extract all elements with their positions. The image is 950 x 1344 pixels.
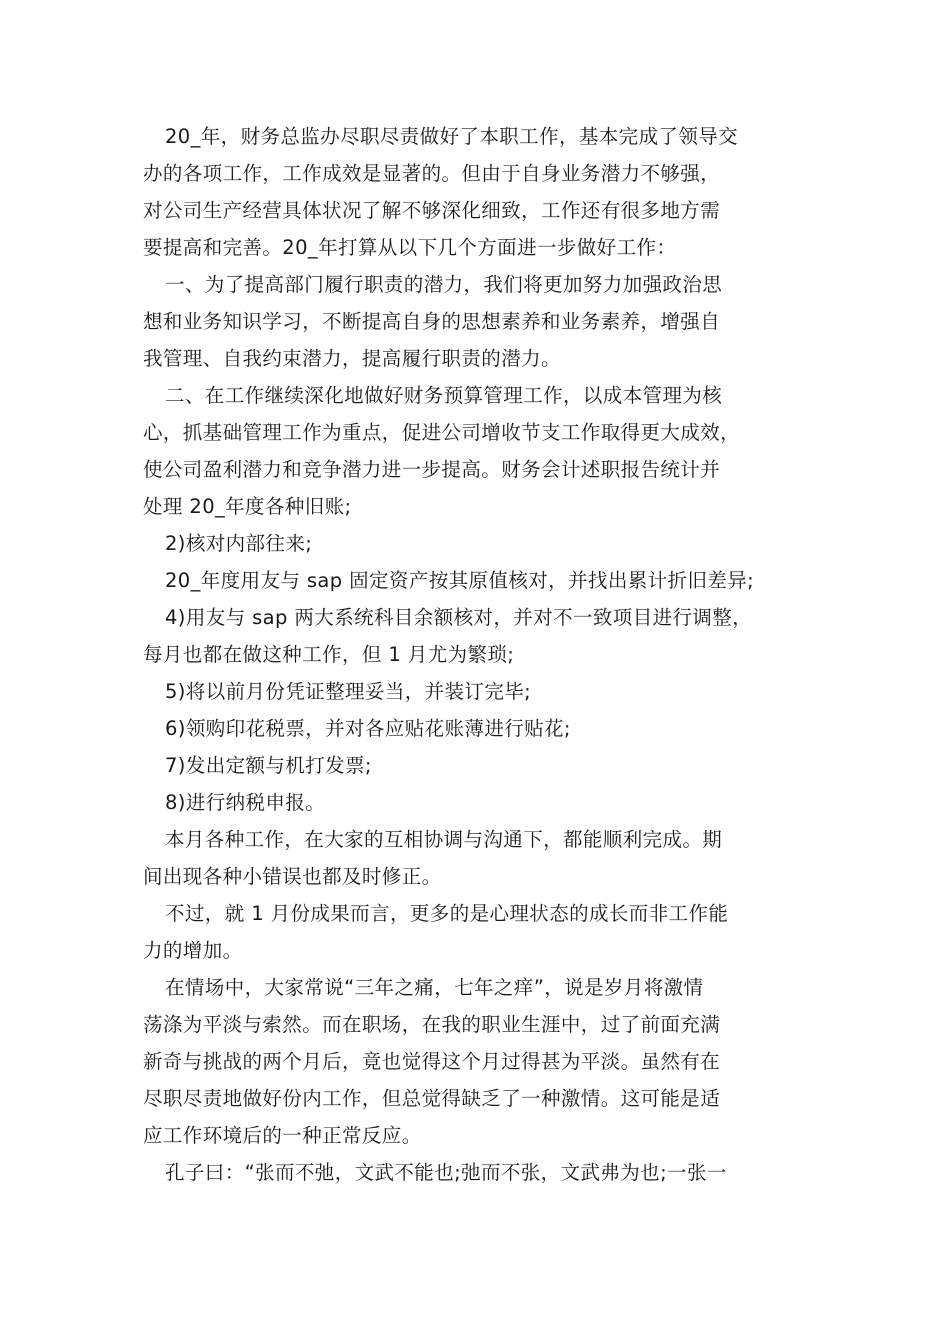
- text-line: 间出现各种小错误也都及时修正。: [143, 865, 442, 888]
- text-line: 不过，就 1 月份成果而言，更多的是心理状态的成长而非工作能: [165, 902, 729, 925]
- text-line: 对公司生产经营具体状况了解不够深化细致，工作还有很多地方需: [143, 199, 721, 222]
- text-line: 6)领购印花税票，并对各应贴花账薄进行贴花;: [165, 717, 571, 740]
- text-line: 想和业务知识学习，不断提高自身的思想素养和业务素养，增强自: [143, 310, 721, 333]
- text-line: 心，抓基础管理工作为重点，促进公司增收节支工作取得更大成效，: [143, 421, 741, 444]
- text-line: 应工作环境后的一种正常反应。: [143, 1124, 422, 1147]
- document-body: [143, 118, 813, 1191]
- text-line: 我管理、自我约束潜力，提高履行职责的潜力。: [143, 347, 561, 370]
- text-line: 本月各种工作，在大家的互相协调与沟通下，都能顺利完成。期: [165, 828, 723, 851]
- text-line: 荡涤为平淡与索然。而在职场，在我的职业生涯中，过了前面充满: [143, 1013, 721, 1036]
- text-line: 5)将以前月份凭证整理妥当，并装订完毕;: [165, 680, 532, 703]
- text-line: 要提高和完善。20_年打算从以下几个方面进一步做好工作：: [143, 236, 677, 259]
- text-line: 孔子曰：“张而不弛，文武不能也;弛而不张，文武弗为也;一张一: [165, 1161, 727, 1184]
- text-line: 8)进行纳税申报。: [165, 791, 326, 814]
- text-line: 处理 20_年度各种旧账;: [143, 495, 352, 518]
- text-line: 20_年，财务总监办尽职尽责做好了本职工作，基本完成了领导交: [165, 125, 739, 148]
- text-line: 7)发出定额与机打发票;: [165, 754, 372, 777]
- text-line: 每月也都在做这种工作，但 1 月尤为繁琐;: [143, 643, 515, 666]
- text-line: 20_年度用友与 sap 固定资产按其原值核对，并找出累计折旧差异;: [165, 569, 755, 592]
- text-line: 使公司盈利潜力和竞争潜力进一步提高。财务会计述职报告统计并: [143, 458, 721, 481]
- text-line: 在情场中，大家常说“三年之痛，七年之痒”，说是岁月将激情: [165, 976, 704, 999]
- text-line: 尽职尽责地做好份内工作，但总觉得缺乏了一种激情。这可能是适: [143, 1087, 721, 1110]
- text-line: 二、在工作继续深化地做好财务预算管理工作，以成本管理为核: [165, 384, 723, 407]
- text-line: 力的增加。: [143, 939, 243, 962]
- text-line: 4)用友与 sap 两大系统科目余额核对，并对不一致项目进行调整，: [165, 606, 753, 629]
- text-line: 新奇与挑战的两个月后，竟也觉得这个月过得甚为平淡。虽然有在: [143, 1050, 721, 1073]
- text-line: 2)核对内部往来;: [165, 532, 313, 555]
- text-line: 一、为了提高部门履行职责的潜力，我们将更加努力加强政治思: [165, 273, 723, 296]
- text-line: 办的各项工作，工作成效是显著的。但由于自身业务潜力不够强，: [143, 162, 721, 185]
